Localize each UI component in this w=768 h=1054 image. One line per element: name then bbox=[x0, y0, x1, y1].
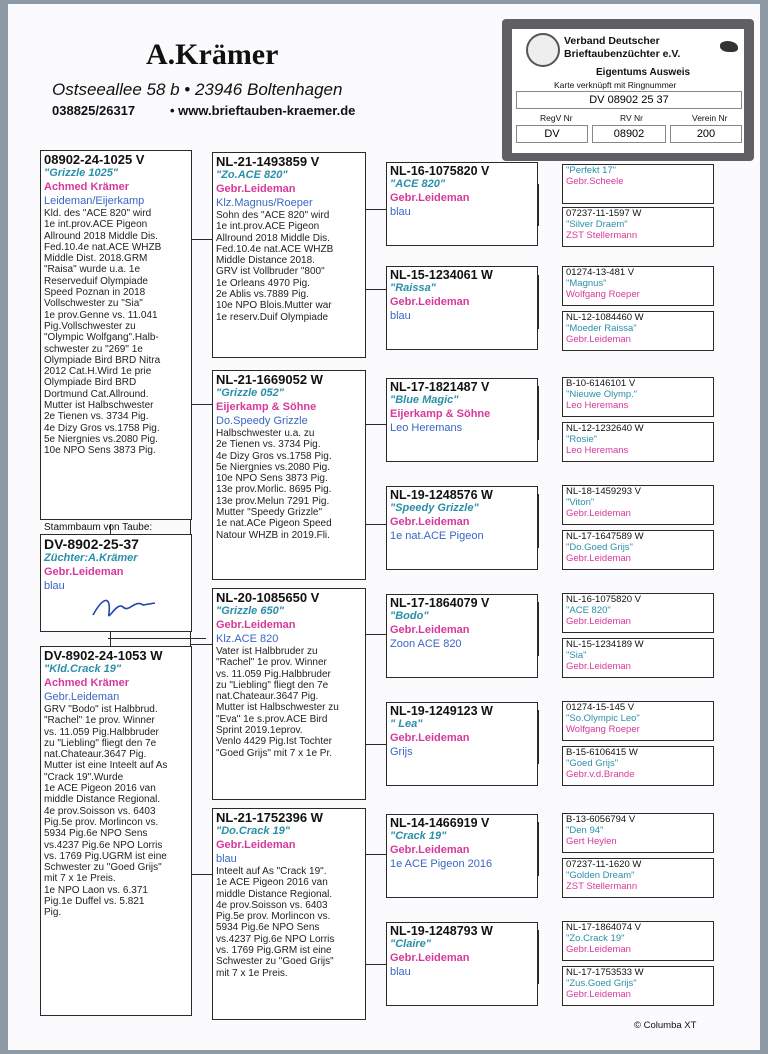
ggp-line: blau bbox=[390, 206, 411, 218]
ggp-nickname: "Bodo" bbox=[390, 610, 429, 622]
gggp-box[interactable] bbox=[562, 207, 714, 247]
ggp-ring: NL-19-1248576 W bbox=[390, 488, 493, 502]
great-grandparent-box[interactable] bbox=[386, 814, 538, 898]
gggp-box[interactable] bbox=[562, 422, 714, 462]
card-col1: DV bbox=[516, 125, 588, 143]
gggp-box[interactable] bbox=[562, 858, 714, 898]
gggp-nickname: "Golden Dream" bbox=[566, 870, 635, 881]
gggp-ring: NL-17-1864074 V bbox=[566, 922, 641, 933]
card-col1-label: RegV Nr bbox=[540, 113, 573, 123]
gggp-breeder: Gebr.Leideman bbox=[566, 661, 631, 672]
ggp-nickname: "Blue Magic" bbox=[390, 394, 459, 406]
gggp-nickname: "Goed Grijs" bbox=[566, 758, 619, 769]
gggp-breeder: Leo Heremans bbox=[566, 400, 629, 411]
gggp-ring: NL-16-1075820 V bbox=[566, 594, 641, 605]
grandparent-breeder: Eijerkamp & Söhne bbox=[216, 401, 317, 413]
ownership-card bbox=[502, 19, 754, 161]
card-col3: 200 bbox=[670, 125, 742, 143]
card-col2: 08902 bbox=[592, 125, 666, 143]
gggp-nickname: "Do.Goed Grijs" bbox=[566, 542, 633, 553]
ggp-breeder: Gebr.Leideman bbox=[390, 516, 470, 528]
grandparent-box[interactable] bbox=[212, 370, 366, 580]
ggp-ring: NL-15-1234061 W bbox=[390, 268, 493, 282]
gggp-box[interactable] bbox=[562, 921, 714, 961]
gggp-breeder: Gebr.v.d.Brande bbox=[566, 769, 635, 780]
ggp-line: Leo Heremans bbox=[390, 422, 463, 434]
grandparent-line: Do.Speedy Grizzle bbox=[216, 415, 308, 427]
grandparent-box[interactable] bbox=[212, 808, 366, 1020]
gggp-ring: 07237-11-1620 W bbox=[566, 859, 642, 870]
gggp-nickname: "Silver Draem" bbox=[566, 219, 628, 230]
gggp-breeder: Wolfgang Roeper bbox=[566, 289, 640, 300]
gggp-nickname: "Viton" bbox=[566, 497, 595, 508]
father-ring: 08902-24-1025 V bbox=[44, 152, 145, 167]
gggp-breeder: ZST Stellermann bbox=[566, 881, 638, 892]
gggp-nickname: "ACE 820" bbox=[566, 605, 611, 616]
great-grandparent-box[interactable] bbox=[386, 266, 538, 350]
gggp-nickname: "Nieuwe Olymp." bbox=[566, 389, 638, 400]
great-grandparent-box[interactable] bbox=[386, 378, 538, 462]
ggp-line: Grijs bbox=[390, 746, 413, 758]
grandparent-nickname: "Grizzle 650" bbox=[216, 605, 284, 617]
gggp-ring: NL-17-1647589 W bbox=[566, 531, 644, 542]
grandparent-breeder: Gebr.Leideman bbox=[216, 183, 296, 195]
subject-box[interactable] bbox=[40, 534, 192, 632]
gggp-nickname: "Den 94" bbox=[566, 825, 604, 836]
card-ring: DV 08902 25 37 bbox=[516, 91, 742, 109]
gggp-nickname: "So.Olympic Leo" bbox=[566, 713, 640, 724]
gggp-nickname: "Zo.Crack 19" bbox=[566, 933, 625, 944]
gggp-ring: NL-18-1459293 V bbox=[566, 486, 641, 497]
card-col3-label: Verein Nr bbox=[692, 113, 728, 123]
gggp-box[interactable] bbox=[562, 813, 714, 853]
grandparent-nickname: "Do.Crack 19" bbox=[216, 825, 291, 837]
ggp-nickname: "Claire" bbox=[390, 938, 432, 950]
gggp-box[interactable] bbox=[562, 746, 714, 786]
breeder-website[interactable]: • www.brieftauben-kraemer.de bbox=[170, 103, 356, 118]
ggp-breeder: Gebr.Leideman bbox=[390, 952, 470, 964]
card-title: Eigentums Ausweis bbox=[596, 67, 691, 78]
gggp-nickname: "Sia" bbox=[566, 650, 587, 661]
gggp-ring: B-10-6146101 V bbox=[566, 378, 636, 389]
ggp-nickname: "Crack 19" bbox=[390, 830, 447, 842]
gggp-box[interactable] bbox=[562, 377, 714, 417]
gggp-box[interactable] bbox=[562, 485, 714, 525]
card-org-line2: Brieftaubenzüchter e.V. bbox=[564, 48, 681, 60]
ggp-breeder: Eijerkamp & Söhne bbox=[390, 408, 491, 420]
ggp-nickname: " Lea" bbox=[390, 718, 423, 730]
gggp-ring: NL-15-1234189 W bbox=[566, 639, 644, 650]
gggp-box[interactable] bbox=[562, 311, 714, 351]
gggp-box[interactable] bbox=[562, 164, 714, 204]
ggp-ring: NL-14-1466919 V bbox=[390, 816, 490, 830]
mother-line: Gebr.Leideman bbox=[44, 691, 120, 703]
gggp-ring: 01274-13-481 V bbox=[566, 267, 635, 278]
great-grandparent-box[interactable] bbox=[386, 922, 538, 1006]
card-subtitle: Karte verknüpft mit Ringnummer bbox=[554, 80, 677, 90]
grandparent-ring: NL-20-1085650 V bbox=[216, 590, 320, 605]
gggp-ring: NL-12-1232640 W bbox=[566, 423, 644, 434]
great-grandparent-box[interactable] bbox=[386, 162, 538, 246]
grandparent-ring: NL-21-1752396 W bbox=[216, 810, 323, 825]
ggp-line: Zoon ACE 820 bbox=[390, 638, 462, 650]
gggp-breeder: Gebr.Leideman bbox=[566, 944, 631, 955]
pigeon-icon bbox=[720, 41, 738, 52]
subject-owner: Gebr.Leideman bbox=[44, 566, 124, 578]
gggp-breeder: Gebr.Leideman bbox=[566, 334, 631, 345]
grandparent-box[interactable] bbox=[212, 152, 366, 358]
gggp-breeder: Gert Heylen bbox=[566, 836, 617, 847]
subject-color: blau bbox=[44, 580, 65, 592]
grandparent-ring: NL-21-1493859 V bbox=[216, 154, 320, 169]
grandparent-description: Vater ist Halbbruder zu "Rachel" 1e prov. Winner vs. 11.059 Pig.Halbbruder zu "Liebling" fliegt den 7e nat.Chateaur.3647 Pig. Mutter ist Halbschwester zu "Eva" 1e s.prov.ACE Bird Sprint 2019.1eprov. Venlo 4429 Pig.Ist Tochter "Goed Grijs" mit 7 x 1e Pr. bbox=[216, 646, 339, 759]
ggp-ring: NL-19-1249123 W bbox=[390, 704, 493, 718]
great-grandparent-box[interactable] bbox=[386, 702, 538, 786]
gggp-breeder: Gebr.Leideman bbox=[566, 616, 631, 627]
gggp-nickname: "Zus.Goed Grijs" bbox=[566, 978, 637, 989]
vdb-logo-icon bbox=[526, 33, 560, 67]
ggp-ring: NL-17-1821487 V bbox=[390, 380, 490, 394]
breeder-phone: 038825/26317 bbox=[52, 103, 136, 118]
gggp-ring: B-13-6056794 V bbox=[566, 814, 636, 825]
gggp-breeder: Gebr.Leideman bbox=[566, 553, 631, 564]
subject-breeder: Züchter:A.Krämer bbox=[44, 552, 138, 564]
subject-ring: DV-8902-25-37 bbox=[44, 536, 139, 552]
ggp-nickname: "Speedy Grizzle" bbox=[390, 502, 479, 514]
gggp-ring: B-15-6106415 W bbox=[566, 747, 638, 758]
ggp-breeder: Gebr.Leideman bbox=[390, 624, 470, 636]
father-box[interactable] bbox=[40, 150, 192, 520]
ggp-line: 1e ACE Pigeon 2016 bbox=[390, 858, 493, 870]
grandparent-breeder: Gebr.Leideman bbox=[216, 619, 296, 631]
gggp-nickname: "Rosie" bbox=[566, 434, 598, 445]
mother-breeder: Achmed Krämer bbox=[44, 677, 129, 689]
father-nickname: "Grizzle 1025" bbox=[44, 167, 119, 179]
grandparent-description: Halbschwester u.a. zu 2e Tienen vs. 3734 Pig. 4e Dizy Gros vs.1758 Pig. 5e Niergnies vs.2080 Pig. 10e NPO Sens 3873 Pig. 13e prov.Morlic. 8695 Pig. 13e prov.Melun 7291 Pig. Mutter "Speedy Grizzle" 1e nat.ACe Pigeon Speed Natour WHZB in 2019.Fli. bbox=[216, 428, 332, 541]
gggp-ring: NL-17-1753533 W bbox=[566, 967, 644, 978]
gggp-breeder: Gebr.Leideman bbox=[566, 508, 631, 519]
gggp-box[interactable] bbox=[562, 593, 714, 633]
breeder-name: A.Krämer bbox=[146, 38, 279, 71]
gggp-breeder: ZST Stellermann bbox=[566, 230, 638, 241]
card-col2-label: RV Nr bbox=[620, 113, 643, 123]
ggp-line: blau bbox=[390, 966, 411, 978]
ggp-breeder: Gebr.Leideman bbox=[390, 192, 470, 204]
grandparent-line: Klz.Magnus/Roeper bbox=[216, 197, 313, 209]
gggp-breeder: Wolfgang Roeper bbox=[566, 724, 640, 735]
father-line: Leideman/Eijerkamp bbox=[44, 195, 145, 207]
grandparent-nickname: "Zo.ACE 820" bbox=[216, 169, 288, 181]
ggp-breeder: Gebr.Leideman bbox=[390, 844, 470, 856]
gggp-breeder: Leo Heremans bbox=[566, 445, 629, 456]
mother-ring: DV-8902-24-1053 W bbox=[44, 648, 163, 663]
grandparent-line: blau bbox=[216, 853, 237, 865]
mother-nickname: "Kld.Crack 19" bbox=[44, 663, 122, 675]
gggp-ring: 01274-15-145 V bbox=[566, 702, 635, 713]
gggp-nickname: "Magnus" bbox=[566, 278, 607, 289]
grandparent-breeder: Gebr.Leideman bbox=[216, 839, 296, 851]
gggp-nickname: "Perfekt 17" bbox=[566, 165, 617, 176]
grandparent-box[interactable] bbox=[212, 588, 366, 800]
ggp-breeder: Gebr.Leideman bbox=[390, 296, 470, 308]
father-description: Kld. des "ACE 820" wird 1e int.prov.ACE Pigeon Allround 2018 Middle Dis. Fed.10.4e nat.ACE WHZB Middle Dist. 2018.GRM "Raisa" wurde u.a. 1e Reserveduif Olympiade Speed Poznan in 2018 Vollschwester zu "Sia" 1e prov.Genne vs. 11.041 Pig.Vollschwester zu "Olympic Wolfgang".Halb- schwester zu "269" 1e Olympiade Bird BRD Nitra 2012 Cat.H.Wird 1e prie Olympiade Bird BRD Dortmund Cat.Allround. Mutter ist Halbschwester 2e Tienen vs. 3734 Pig. 4e Dizy Gros vs.1758 Pig. 5e Niergnies vs.2080 Pig. 10e NPO Sens 3873 Pig. bbox=[44, 208, 162, 457]
grandparent-ring: NL-21-1669052 W bbox=[216, 372, 323, 387]
gggp-breeder: Gebr.Leideman bbox=[566, 989, 631, 1000]
father-breeder: Achmed Krämer bbox=[44, 181, 129, 193]
footer-copyright: © Columba XT bbox=[634, 1020, 697, 1031]
ggp-line: 1e nat.ACE Pigeon bbox=[390, 530, 484, 542]
ggp-ring: NL-17-1864079 V bbox=[390, 596, 490, 610]
card-org-line1: Verband Deutscher bbox=[564, 35, 660, 47]
grandparent-nickname: "Grizzle 052" bbox=[216, 387, 284, 399]
pedigree-sheet bbox=[8, 4, 760, 1050]
gggp-box[interactable] bbox=[562, 530, 714, 570]
gggp-breeder: Gebr.Scheele bbox=[566, 176, 624, 187]
ggp-ring: NL-19-1248793 W bbox=[390, 924, 493, 938]
ggp-nickname: "Raissa" bbox=[390, 282, 436, 294]
gggp-ring: NL-12-1084460 W bbox=[566, 312, 644, 323]
gggp-nickname: "Moeder Raissa" bbox=[566, 323, 637, 334]
gggp-ring: 07237-11-1597 W bbox=[566, 208, 642, 219]
signature-icon bbox=[89, 593, 159, 625]
grandparent-description: Sohn des "ACE 820" wird 1e int.prov.ACE Pigeon Allround 2018 Middle Dis. Fed.10.4e nat.ACE WHZB Middle Distance 2018. GRV ist Vollbruder "800" 1e Orleans 4970 Pig. 2e Ablis vs.7889 Pig. 10e NPO Blois.Mutter war 1e reserv.Duif Olympiade bbox=[216, 210, 334, 323]
ggp-line: blau bbox=[390, 310, 411, 322]
gggp-box[interactable] bbox=[562, 701, 714, 741]
subject-caption: Stammbaum von Taube: bbox=[44, 522, 153, 533]
breeder-address: Ostseeallee 58 b • 23946 Boltenhagen bbox=[52, 80, 343, 99]
great-grandparent-box[interactable] bbox=[386, 486, 538, 570]
gggp-box[interactable] bbox=[562, 966, 714, 1006]
great-grandparent-box[interactable] bbox=[386, 594, 538, 678]
grandparent-description: Inteelt auf As "Crack 19". 1e ACE Pigeon 2016 van middle Distance Regional. 4e prov.Soisson vs. 6403 Pig.5e prov. Morlincon vs. 5934 Pig.6e NPO Sens vs.4237 Pig.6e NPO Lorris vs. 1769 Pig.GRM ist eine Schwester zu "Goed Grijs" mit 7 x 1e Preis. bbox=[216, 866, 335, 979]
ggp-ring: NL-16-1075820 V bbox=[390, 164, 490, 178]
mother-description: GRV "Bodo" ist Halbbrud. "Rachel" 1e prov. Winner vs. 11.059 Pig.Halbbruder zu "Liebling" fliegt den 7e nat.Chateaur.3647 Pig. Mutter ist eine Inteelt auf As "Crack 19".Wurde 1e ACE Pigeon 2016 van middle Distance Regional. 4e prov.Soisson vs. 6403 Pig.5e prov. Morlincon vs. 5934 Pig.6e NPO Sens vs.4237 Pig.6e NPO Lorris vs. 1769 Pig.UGRM ist eine Schwester zu "Goed Grijs" mit 7 x 1e Preis. 1e NPO Laon vs. 6.371 Pig.1e Duffel vs. 5.821 Pig. bbox=[44, 704, 168, 919]
gggp-box[interactable] bbox=[562, 638, 714, 678]
gggp-box[interactable] bbox=[562, 266, 714, 306]
ggp-nickname: "ACE 820" bbox=[390, 178, 446, 190]
mother-box[interactable] bbox=[40, 646, 192, 1016]
ggp-breeder: Gebr.Leideman bbox=[390, 732, 470, 744]
grandparent-line: Klz.ACE 820 bbox=[216, 633, 279, 645]
